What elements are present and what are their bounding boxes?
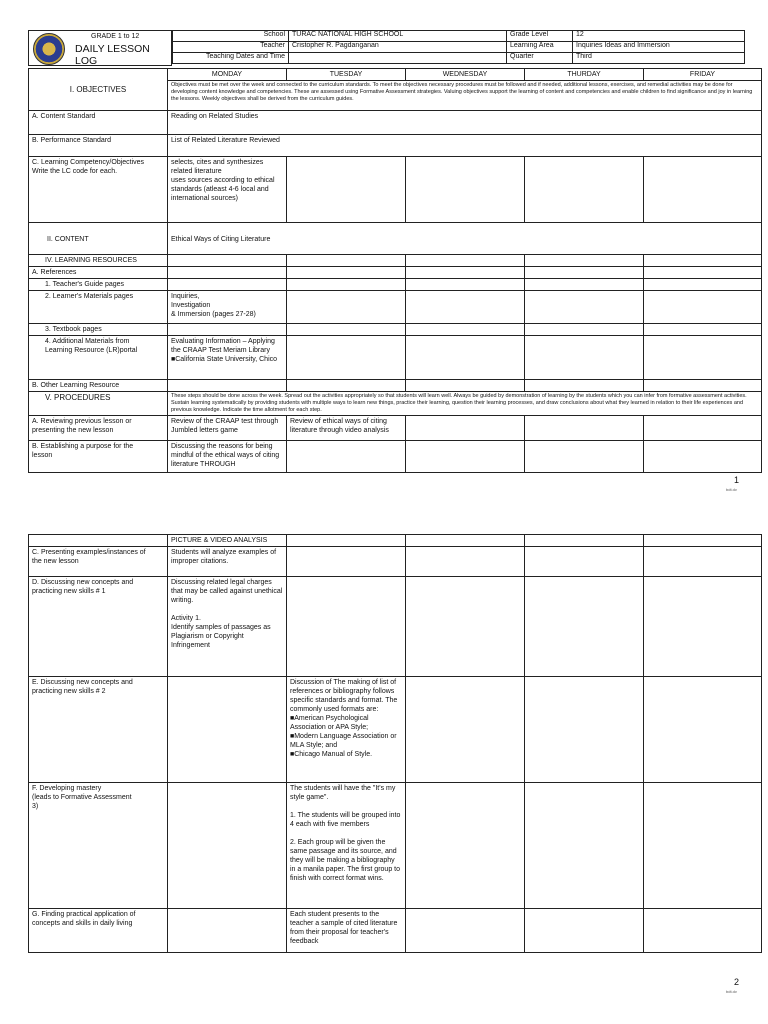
learning-area-label: Learning Area	[507, 42, 573, 53]
proc-g-tuesday: Each student presents to the teacher a sample of cited literature from their proposal for teacher's feedback	[287, 909, 406, 953]
other-resource-label: B. Other Learning Resource	[29, 380, 168, 392]
teacher-value: Cristopher R. Pagdanganan	[289, 42, 507, 53]
additional-materials-value: Evaluating Information – Applying the CRAAP Test Meriam Library ■California State University, Chico	[168, 336, 287, 380]
objectives-note: Objectives must be met over the week and connected to the curriculum standards. To meet the objectives necessary procedures must be followed and if needed, additional lessons, exercises, and remedial activities may be done for developing content knowledge and competencies. These are assessed using Formative Assessment strategies. Valuing objectives support the learning of content and competencies and enable children to find significance and joy in learning the lessons. Weekly objectives shall be derived from the curriculum guides.	[168, 81, 762, 111]
day-friday: FRIDAY	[644, 69, 762, 81]
dates-label: Teaching Dates and Time	[173, 53, 289, 64]
header-logo-block	[28, 30, 172, 66]
grade-level-label: Grade Level	[507, 31, 573, 42]
proc-f-label: F. Developing mastery (leads to Formative Assessment 3)	[29, 783, 168, 909]
log-title: DAILY LESSON LOG	[75, 43, 150, 67]
learning-area-value: Inquiries Ideas and Immersion	[573, 42, 745, 53]
deped-seal-icon	[33, 33, 65, 65]
proc-c-label: C. Presenting examples/instances of the new lesson	[29, 547, 168, 577]
performance-standard-value: List of Related Literature Reviewed	[168, 135, 762, 157]
learning-resources-heading: IV. LEARNING RESOURCES	[29, 255, 168, 267]
content-heading: II. CONTENT	[29, 223, 168, 255]
proc-a-label: A. Reviewing previous lesson or presenting the new lesson	[29, 416, 168, 441]
proc-d-label: D. Discussing new concepts and practicing new skills # 1	[29, 577, 168, 677]
quarter-label: Quarter	[507, 53, 573, 64]
proc-c-monday: Students will analyze examples of improper citations.	[168, 547, 287, 577]
teacher-label: Teacher	[173, 42, 289, 53]
school-label: School	[173, 31, 289, 42]
page-number-2: 2	[734, 977, 740, 987]
additional-materials-label: 4. Additional Materials from Learning Resource (LR)portal	[29, 336, 168, 380]
picture-video-analysis: PICTURE & VIDEO ANALYSIS	[168, 535, 287, 547]
proc-b-monday: Discussing the reasons for being mindful of the ethical ways of citing literature THROUGH	[168, 441, 287, 473]
grade-label: GRADE 1 to 12	[91, 33, 140, 40]
footer-mark-2: bdt.dv	[726, 989, 737, 994]
day-monday: MONDAY	[168, 69, 287, 81]
proc-b-label: B. Establishing a purpose for the lesson	[29, 441, 168, 473]
lm-pages-value: Inquiries, Investigation & Immersion (pages 27-28)	[168, 291, 287, 324]
competency-value: selects, cites and synthesizes related literature uses sources according to ethical standards (atleast 4-6 local and international sources)	[168, 157, 287, 223]
objectives-heading: I. OBJECTIVES	[29, 81, 168, 111]
school-value: TURAC NATIONAL HIGH SCHOOL	[289, 31, 507, 42]
tg-pages-label: 1. Teacher's Guide pages	[29, 279, 168, 291]
references-label: A. References	[29, 267, 168, 279]
footer-mark-1: bdt.dv	[726, 487, 737, 492]
procedures-heading: V. PROCEDURES	[29, 392, 168, 416]
day-tuesday: TUESDAY	[287, 69, 406, 81]
content-standard-label: A. Content Standard	[29, 111, 168, 135]
content-standard-value: Reading on Related Studies	[168, 111, 762, 135]
proc-e-label: E. Discussing new concepts and practicing new skills # 2	[29, 677, 168, 783]
proc-d-monday: Discussing related legal charges that may be called against unethical writing. Activity 1. Identify samples of passages as Plagiarism or Copyright Infringement	[168, 577, 287, 677]
procedures-note: These steps should be done across the week. Spread out the activities appropriately so that students will learn well. Always be guided by demonstration of learning by the students which you can infer from formative assessment activities. Sustain learning systematically by providing students with multiple ways to learn new things, practice their learning, question their learning processes, and draw conclusions about what they learned in relation to their life experiences and previous knowledge. Indicate the time allotment for each step.	[168, 392, 762, 416]
dates-value	[289, 53, 507, 64]
quarter-value: Third	[573, 53, 745, 64]
day-wednesday: WEDNESDAY	[406, 69, 525, 81]
lm-pages-label: 2. Learner's Materials pages	[29, 291, 168, 324]
competency-label: C. Learning Competency/Objectives Write the LC code for each.	[29, 157, 168, 223]
lesson-table-page2	[28, 534, 762, 953]
proc-g-label: G. Finding practical application of concepts and skills in daily living	[29, 909, 168, 953]
proc-e-tuesday: Discussion of The making of list of references or bibliography follows specific standards and format. The commonly used formats are: ■American Psychological Association or APA Style; ■Modern Language Association or MLA Style; and ■Chicago Manual of Style.	[287, 677, 406, 783]
textbook-label: 3. Textbook pages	[29, 324, 168, 336]
content-value: Ethical Ways of Citing Literature	[168, 223, 762, 255]
lesson-table-page1	[28, 68, 762, 473]
day-thursday: THURDAY	[525, 69, 644, 81]
proc-a-tuesday: Review of ethical ways of citing literature through video analysis	[287, 416, 406, 441]
proc-f-tuesday: The students will have the "It's my style game". 1. The students will be grouped into 4 each with five members 2. Each group will be given the same passage and its source, and they will be making a bibliography in a manila paper. The first group to finish with correct format wins.	[287, 783, 406, 909]
header-table	[172, 30, 745, 64]
performance-standard-label: B. Performance Standard	[29, 135, 168, 157]
proc-a-monday: Review of the CRAAP test through Jumbled letters game	[168, 416, 287, 441]
page-number-1: 1	[734, 475, 740, 485]
grade-level-value: 12	[573, 31, 745, 42]
